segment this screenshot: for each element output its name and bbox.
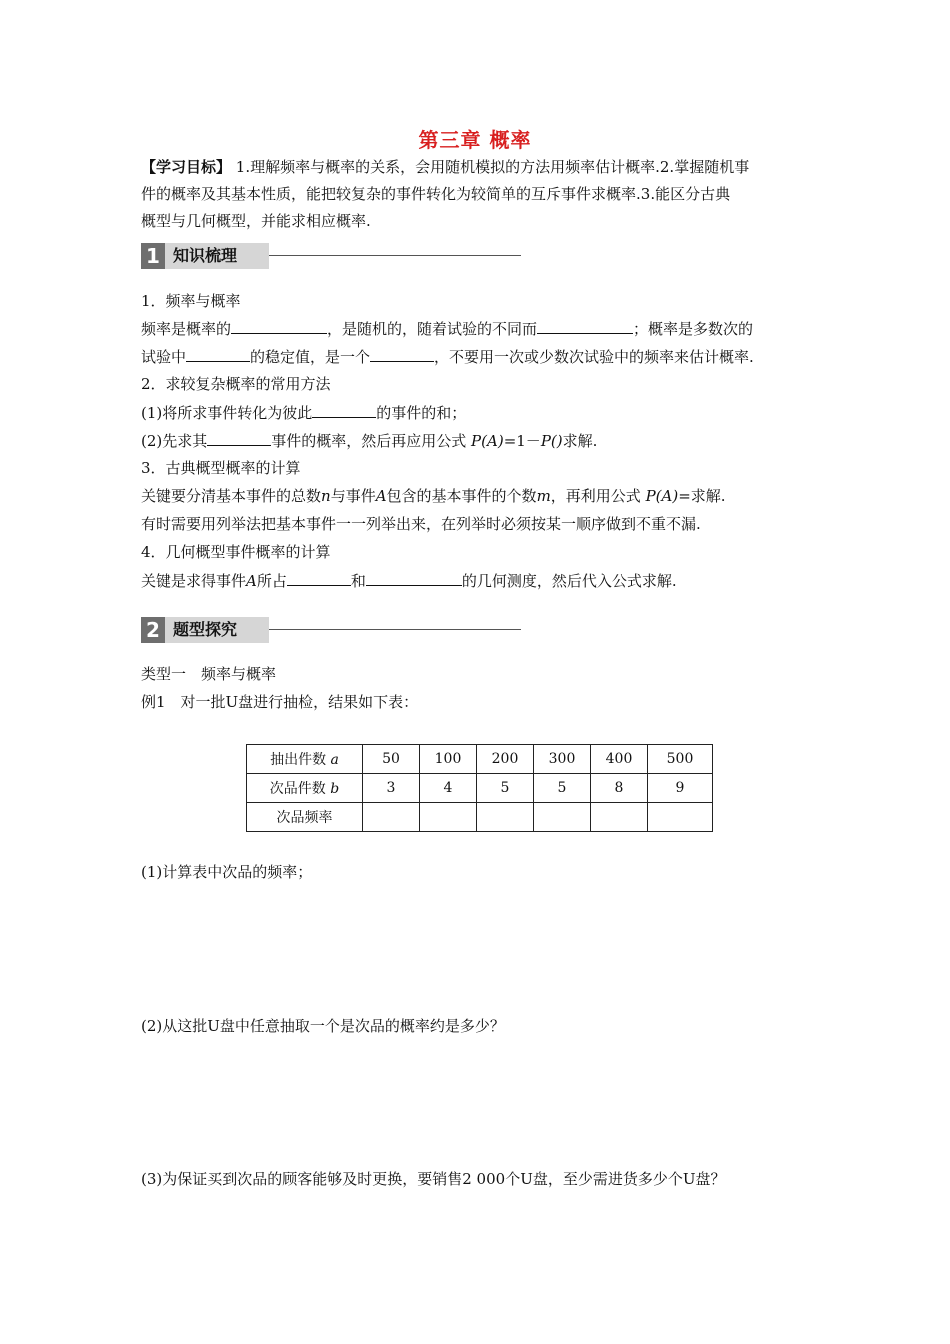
variable: m <box>536 487 551 505</box>
table-cell: 200 <box>477 745 534 774</box>
table-cell: 300 <box>534 745 591 774</box>
section-number: 1 <box>141 243 165 269</box>
text: =求解. <box>678 487 726 505</box>
k1-line-1 <box>141 317 753 340</box>
table-cell <box>648 803 713 832</box>
table-cell: 5 <box>477 774 534 803</box>
text: 的稳定值，是一个 <box>250 348 371 366</box>
inspection-table <box>246 744 713 832</box>
table-cell: 50 <box>363 745 420 774</box>
table-cell: 5 <box>534 774 591 803</box>
formula: P(A) <box>645 487 679 505</box>
fill-blank <box>312 401 376 418</box>
text: 与事件 <box>330 487 376 505</box>
text: 试验中 <box>141 348 187 366</box>
text: (1)将所求事件转化为彼此 <box>141 404 313 422</box>
text: 和 <box>350 572 366 590</box>
section-rule <box>269 629 521 630</box>
text: ，是随机的，随着试验的不同而 <box>327 320 538 338</box>
section-label: 题型探究 <box>165 617 269 643</box>
text: ；概率是多数次的 <box>633 320 754 338</box>
formula: P() <box>540 432 563 450</box>
k3-heading: 3．古典概型概率的计算 <box>141 459 301 477</box>
section-header-problems <box>141 617 521 643</box>
table-cell: 9 <box>648 774 713 803</box>
example-heading: 例1 对一批U盘进行抽检，结果如下表： <box>141 693 419 711</box>
section-rule <box>269 255 521 256</box>
text: 的事件的和； <box>376 404 467 422</box>
row-header: 次品频率 <box>247 803 363 832</box>
table-cell: 500 <box>648 745 713 774</box>
section-header-knowledge <box>141 243 521 269</box>
text: =1－ <box>503 432 541 450</box>
text: 包含的基本事件的个数 <box>386 487 537 505</box>
text: ，再利用公式 <box>550 487 641 505</box>
table-cell: 8 <box>591 774 648 803</box>
variable: a <box>330 752 339 768</box>
text: 关键是求得事件 <box>141 572 247 590</box>
fill-blank <box>537 317 633 334</box>
k2-line-1 <box>141 401 466 424</box>
fill-blank <box>186 345 250 362</box>
k1-heading: 1．频率与概率 <box>141 292 241 310</box>
objectives-tag: 【学习目标】 <box>141 158 232 176</box>
row-header <box>247 745 363 774</box>
text: 的几何测度，然后代入公式求解. <box>461 572 677 590</box>
row-header <box>247 774 363 803</box>
text: 事件的概率，然后再应用公式 <box>271 432 467 450</box>
table-cell <box>534 803 591 832</box>
objectives-line-2: 件的概率及其基本性质，能把较复杂的事件转化为较简单的互斥事件求概率.3.能区分古典 <box>141 185 731 203</box>
k3-line-1 <box>141 485 726 507</box>
text: (2)先求其 <box>141 432 208 450</box>
text: 次品件数 <box>269 781 326 797</box>
section-number: 2 <box>141 617 165 643</box>
table-cell: 4 <box>420 774 477 803</box>
table-cell <box>363 803 420 832</box>
table-row <box>247 803 713 832</box>
k4-heading: 4．几何概型事件概率的计算 <box>141 543 331 561</box>
table-cell <box>420 803 477 832</box>
k2-heading: 2．求较复杂概率的常用方法 <box>141 375 331 393</box>
text: 抽出件数 <box>270 752 327 768</box>
text: 所占 <box>256 572 287 590</box>
objectives-text-1: 1.理解频率与概率的关系，会用随机模拟的方法用频率估计概率.2.掌握随机事 <box>235 158 750 176</box>
fill-blank <box>207 429 271 446</box>
formula: P(A) <box>471 432 504 450</box>
fill-blank <box>370 345 434 362</box>
k3-line-2: 有时需要用列举法把基本事件一一列举出来，在列举时必须按某一顺序做到不重不漏. <box>141 515 701 533</box>
page-title: 第三章 概率 <box>418 128 532 152</box>
variable: n <box>321 487 331 505</box>
section-label: 知识梳理 <box>165 243 269 269</box>
table-cell: 100 <box>420 745 477 774</box>
table-cell <box>591 803 648 832</box>
fill-blank <box>287 569 351 586</box>
variable: A <box>246 572 257 590</box>
text: 求解. <box>562 432 598 450</box>
text: 关键要分清基本事件的总数 <box>141 487 322 505</box>
k1-line-2 <box>141 345 754 368</box>
fill-blank <box>366 569 462 586</box>
table-cell: 3 <box>363 774 420 803</box>
question-1: (1)计算表中次品的频率； <box>141 863 313 881</box>
variable: A <box>375 487 387 505</box>
type-heading: 类型一 频率与概率 <box>141 665 277 683</box>
fill-blank <box>231 317 327 334</box>
objectives-line-3: 概型与几何概型，并能求相应概率. <box>141 212 371 230</box>
objectives-line-1 <box>141 156 749 178</box>
table-cell <box>477 803 534 832</box>
question-2: (2)从这批U盘中任意抽取一个是次品的概率约是多少？ <box>141 1017 505 1035</box>
k2-line-2 <box>141 429 597 452</box>
table-row <box>247 774 713 803</box>
table-cell: 400 <box>591 745 648 774</box>
question-3: (3)为保证买到次品的顾客能够及时更换，要销售2 000个U盘，至少需进货多少个U盘？ <box>141 1170 726 1188</box>
k4-line-1 <box>141 569 677 592</box>
table-row <box>247 745 713 774</box>
variable: b <box>330 781 340 797</box>
text: ，不要用一次或少数次试验中的频率来估计概率. <box>434 348 754 366</box>
text: 频率是概率的 <box>141 320 232 338</box>
